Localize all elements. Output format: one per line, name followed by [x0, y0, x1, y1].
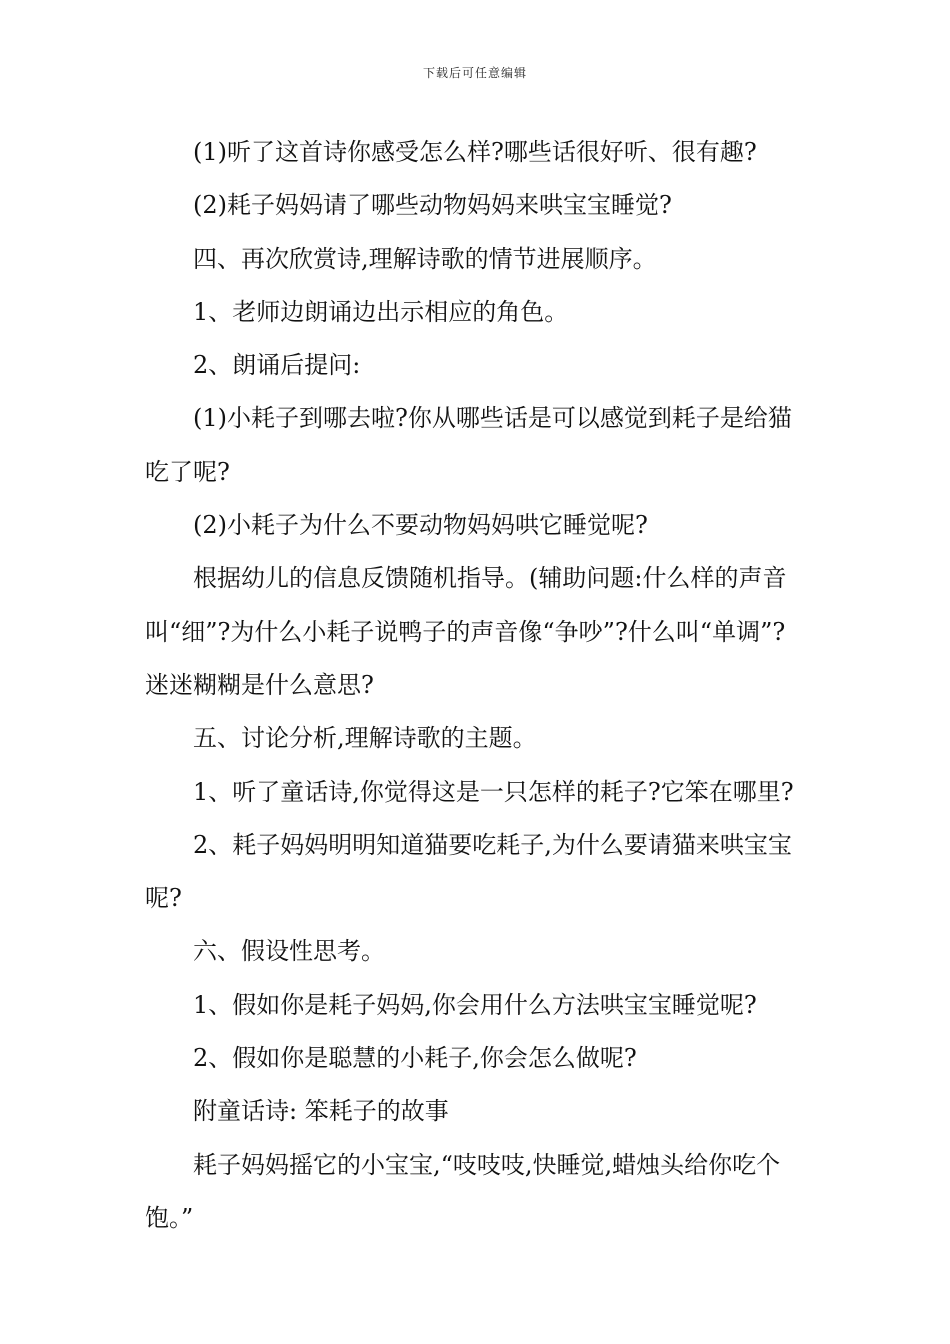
section-heading: 四、再次欣赏诗,理解诗歌的情节进展顺序。 — [193, 244, 657, 273]
poem-text: 耗子妈妈摇它的小宝宝,“吱吱吱,快睡觉,蜡烛头给你吃个饱。” — [145, 1150, 781, 1232]
paragraph: (2)小耗子为什么不要动物妈妈哄它睡觉呢? — [193, 511, 648, 540]
paragraph: (2)耗子妈妈请了哪些动物妈妈来哄宝宝睡觉? — [193, 191, 672, 220]
page-header: 下载后可任意编辑 — [422, 66, 527, 80]
document-body — [145, 126, 809, 1245]
paragraph: 2、朗诵后提问: — [193, 351, 361, 380]
paragraph: 1、假如你是耗子妈妈,你会用什么方法哄宝宝睡觉呢? — [193, 990, 757, 1019]
paragraph: (1)听了这首诗你感受怎么样?哪些话很好听、很有趣? — [193, 138, 757, 166]
section-heading: 五、讨论分析,理解诗歌的主题。 — [193, 724, 537, 753]
paragraph: 2、耗子妈妈明明知道猫要吃耗子,为什么要请猫来哄宝宝呢? — [145, 830, 792, 913]
paragraph: 根据幼儿的信息反馈随机指导。(辅助问题:什么样的声音叫“细”?为什么小耗子说鸭子的声音像“争吵”?什么叫“单调”?迷迷糊糊是什么意思? — [145, 564, 787, 699]
paragraph: 2、假如你是聪慧的小耗子,你会怎么做呢? — [193, 1044, 637, 1073]
paragraph: 1、听了童话诗,你觉得这是一只怎样的耗子?它笨在哪里? — [193, 777, 794, 806]
poem-title: 附童话诗: 笨耗子的故事 — [193, 1097, 449, 1126]
paragraph: 1、老师边朗诵边出示相应的角色。 — [193, 297, 569, 326]
paragraph: (1)小耗子到哪去啦?你从哪些话是可以感觉到耗子是给猫吃了呢? — [145, 404, 792, 486]
section-heading: 六、假设性思考。 — [193, 937, 385, 966]
